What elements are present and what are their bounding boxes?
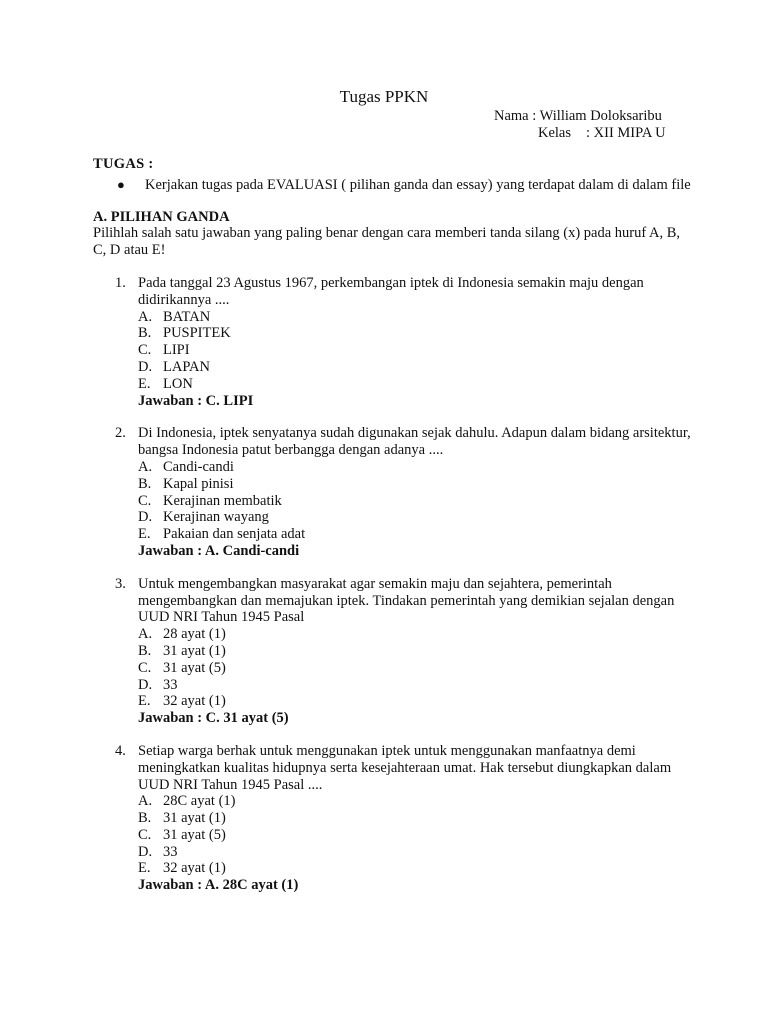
name-value: William Doloksaribu xyxy=(539,108,662,124)
answer-option xyxy=(138,677,693,694)
option-letter: B. xyxy=(138,642,152,659)
name-row xyxy=(494,108,666,125)
answer-option xyxy=(138,660,693,677)
class-row xyxy=(538,125,666,142)
question-text: Setiap warga berhak untuk menggunakan iptek untuk menggunakan manfaatnya demi meningkatkan kualitas hidupnya serta kesejahteraan umat. Hak tersebut diungkapkan dalam UUD NRI Tahun 1945 Pasal .... xyxy=(138,742,672,793)
question-number: 4. xyxy=(115,742,126,759)
option-text: 31 ayat (5) xyxy=(163,826,226,843)
option-letter: E. xyxy=(138,693,151,710)
option-text: 33 xyxy=(163,676,178,693)
answer-option xyxy=(138,325,693,342)
option-letter: A. xyxy=(138,308,153,325)
answer-option xyxy=(138,643,693,660)
option-text: 28 ayat (1) xyxy=(163,626,226,643)
option-text: 31 ayat (1) xyxy=(163,642,226,659)
answer-option xyxy=(138,844,693,861)
answer-option xyxy=(138,476,693,493)
question-text: Pada tanggal 23 Agustus 1967, perkembangan iptek di Indonesia semakin maju dengan didirikannya .... xyxy=(138,274,644,308)
option-letter: B. xyxy=(138,810,152,827)
option-text: PUSPITEK xyxy=(163,325,231,342)
class-label: Kelas xyxy=(538,125,572,141)
question-item xyxy=(93,743,693,894)
option-letter: D. xyxy=(138,509,153,526)
option-letter: A. xyxy=(138,626,153,643)
option-text: 33 xyxy=(163,843,178,860)
option-letter: D. xyxy=(138,676,153,693)
class-value: : XII MIPA U xyxy=(586,125,666,141)
answer-option xyxy=(138,793,693,810)
option-text: LAPAN xyxy=(163,358,211,375)
option-text: 32 ayat (1) xyxy=(163,693,226,710)
answer-option xyxy=(138,860,693,877)
option-text: Candi-candi xyxy=(163,458,234,475)
answer-option xyxy=(138,309,693,326)
name-label: Nama : xyxy=(494,108,537,124)
option-text: Kerajinan wayang xyxy=(163,509,269,526)
bullet-icon: ● xyxy=(117,176,125,192)
option-text: Kerajinan membatik xyxy=(163,492,282,509)
student-info xyxy=(494,108,666,142)
answer-option xyxy=(138,376,693,393)
answer-option xyxy=(138,693,693,710)
answer-option xyxy=(138,342,693,359)
question-item xyxy=(93,576,693,727)
question-item xyxy=(93,425,693,559)
answer-option xyxy=(138,459,693,476)
option-text: Pakaian dan senjata adat xyxy=(163,526,306,543)
option-text: LIPI xyxy=(163,342,190,359)
option-letter: E. xyxy=(138,860,151,877)
answer-key: Jawaban : C. 31 ayat (5) xyxy=(138,710,289,727)
document-title: Tugas PPKN xyxy=(339,87,429,106)
option-letter: E. xyxy=(138,526,151,543)
question-text: Di Indonesia, iptek senyatanya sudah digunakan sejak dahulu. Adapun dalam bidang arsitektur, bangsa Indonesia patut berbangga dengan adanya .... xyxy=(138,425,691,459)
question-number: 3. xyxy=(115,575,126,592)
instruction-text: Kerjakan tugas pada EVALUASI ( pilihan ganda dan essay) yang terdapat dalam di dalam file xyxy=(145,176,691,193)
section-intro: Pilihlah salah satu jawaban yang paling benar dengan cara memberi tanda silang (x) pada huruf A, B, C, D atau E! xyxy=(93,225,681,259)
document-body xyxy=(93,156,693,894)
tugas-label: TUGAS : xyxy=(93,156,154,172)
answer-option xyxy=(138,526,693,543)
option-letter: B. xyxy=(138,325,152,342)
answer-option xyxy=(138,827,693,844)
option-text: 32 ayat (1) xyxy=(163,860,226,877)
option-letter: C. xyxy=(138,826,152,843)
answer-option xyxy=(138,626,693,643)
option-text: 28C ayat (1) xyxy=(163,793,236,810)
option-letter: E. xyxy=(138,375,151,392)
answer-option xyxy=(138,493,693,510)
answer-key: Jawaban : A. Candi-candi xyxy=(138,542,300,559)
option-letter: D. xyxy=(138,843,153,860)
option-text: 31 ayat (1) xyxy=(163,810,226,827)
answer-key: Jawaban : C. LIPI xyxy=(138,392,254,409)
question-text: Untuk mengembangkan masyarakat agar semakin maju dan sejahtera, pemerintah mengembangkan dan memajukan iptek. Tindakan pemerintah yang demikian sejalan dengan UUD NRI Tahun 1945 Pasal xyxy=(138,575,675,626)
option-text: 31 ayat (5) xyxy=(163,659,226,676)
option-text: Kapal pinisi xyxy=(163,475,234,492)
answer-key: Jawaban : A. 28C ayat (1) xyxy=(138,877,299,894)
section-title: A. PILIHAN GANDA xyxy=(93,208,230,225)
instruction-bullet xyxy=(93,177,693,194)
question-item xyxy=(93,275,693,409)
option-letter: B. xyxy=(138,475,152,492)
answer-option xyxy=(138,509,693,526)
question-number: 1. xyxy=(115,274,126,291)
option-letter: C. xyxy=(138,342,152,359)
option-text: LON xyxy=(163,375,193,392)
answer-option xyxy=(138,359,693,376)
answer-option xyxy=(138,810,693,827)
question-number: 2. xyxy=(115,425,126,442)
option-letter: D. xyxy=(138,358,153,375)
option-letter: C. xyxy=(138,659,152,676)
option-text: BATAN xyxy=(163,308,211,325)
option-letter: C. xyxy=(138,492,152,509)
option-letter: A. xyxy=(138,458,153,475)
question-list xyxy=(93,275,693,894)
option-letter: A. xyxy=(138,793,153,810)
